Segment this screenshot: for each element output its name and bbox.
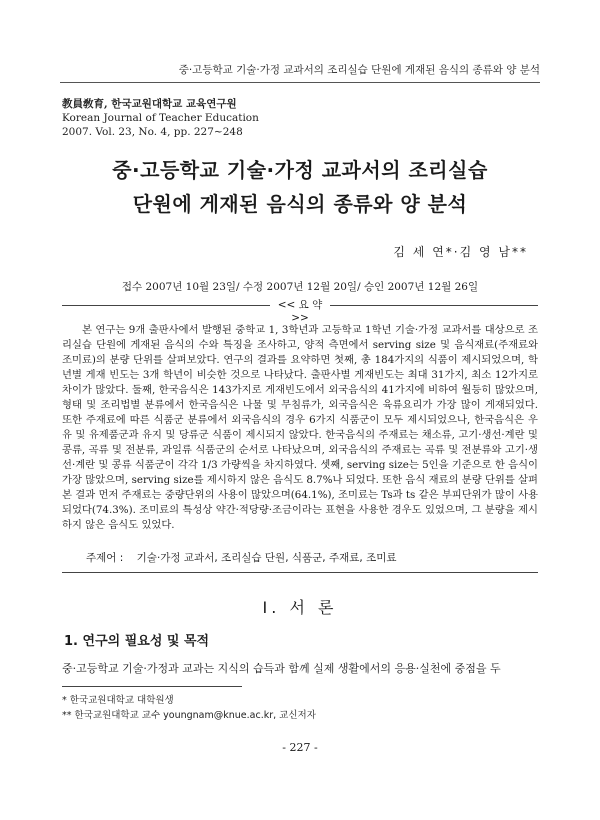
section-heading: Ⅰ. 서 론 — [262, 598, 338, 617]
footnotes — [62, 693, 316, 723]
journal-volume: 2007. Vol. 23, No. 4, pp. 227∼248 — [62, 126, 243, 138]
body-text: 중·고등학교 기술·가정과 교과는 지식의 습득과 함께 실제 생활에서의 응용·실천에 중점을 두 — [62, 662, 501, 675]
subsection-heading: 1. 연구의 필요성 및 목적 — [64, 634, 210, 649]
journal-english-name: Korean Journal of Teacher Education — [62, 112, 259, 124]
authors: 김 세 연*·김 영 남** — [393, 245, 528, 259]
header-divider — [60, 82, 540, 83]
keywords-label: 주제어 : — [86, 552, 124, 564]
title-line-2: 단원에 게재된 음식의 종류와 양 분석 — [132, 192, 468, 216]
page-number: - 227 - — [282, 741, 318, 754]
footnote-2: ** 한국교원대학교 교수 youngnam@knue.ac.kr, 교신저자 — [62, 710, 316, 721]
keywords — [86, 550, 397, 565]
keywords-text: 기술·가정 교과서, 조리실습 단원, 식품군, 주재료, 조미료 — [136, 552, 397, 564]
journal-name: 教員敎育, 한국교원대학교 교육연구원 — [62, 98, 237, 110]
submission-dates: 접수 2007년 10월 23일/ 수정 2007년 12월 20일/ 승인 2007년 12월 26일 — [121, 281, 479, 293]
abstract-body: 본 연구는 9개 출판사에서 발행된 중학교 1, 3학년과 고등학교 1학년 기술·가정 교과서를 대상으로 조리실습 단원에 게재된 음식의 수와 특징을 조사하고, 양적 측면에서 serving size 및 음식재료(주재료와 조미료)의 분량 단위를 살펴보았다. 연구의 결과를 요약하면 첫째, 총 184가지의 식품이 제시되었으며, 학년별 게재 빈도는 3개 학년이 비슷한 것으로 나타났다. 출판사별 게재빈도는 최대 31가지, 최소 12가지로 차이가 많았다. 둘째, 한국음식은 143가지로 게재빈도에서 외국음식의 41가지에 비하여 월등히 많았으며, 형태 및 조리법별 분류에서 한국음식은 나물 및 무침류가, 외국음식은 육류요리가 가장 많이 게재되었다. 또한 주재료에 따른 식품군 분류에서 외국음식의 경우 6가지 식품군이 모두 제시되었으나, 한국음식은 우유 및 유제품군과 유지 및 당류군 식품이 제시되지 않았다. 한국음식의 주재료는 채소류, 고기·생선·계란 및 콩류, 곡류 및 전분류, 과일류 식품군의 순서로 나타났으며, 외국음식의 주재료는 곡류 및 전분류와 고기·생선·계란 및 콩류 식품군이 각각 1/3 가량씩을 차지하였다. 셋째, serving size는 5인을 기준으로 한 음식이 가장 많았으며, serving size를 제시하지 않은 음식도 8.7%나 되었다. 또한 음식 재료의 분량 단위를 살펴본 결과 먼저 주재료는 중량단위의 사용이 많았으며(64.1%), 조미료는 Ts과 ts 같은 부피단위가 많이 사용되었다(74.3%). 조미료의 특성상 약간·적당량·조금이라는 표현을 사용한 경우도 있었으며, 그 분량을 제시하지 않은 음식도 있었다. — [62, 324, 538, 531]
title-line-1: 중·고등학교 기술·가정 교과서의 조리실습 — [112, 158, 488, 182]
paper-title — [0, 153, 600, 221]
journal-info — [62, 97, 259, 139]
running-header: 중·고등학교 기술·가정 교과서의 조리실습 단원에 게재된 음식의 종류와 양 분석 — [178, 64, 540, 76]
footnote-divider — [62, 686, 242, 687]
footnote-1: * 한국교원대학교 대학원생 — [62, 695, 174, 706]
keywords-divider — [62, 572, 538, 573]
abstract-label: << 요 약 >> — [270, 297, 330, 324]
